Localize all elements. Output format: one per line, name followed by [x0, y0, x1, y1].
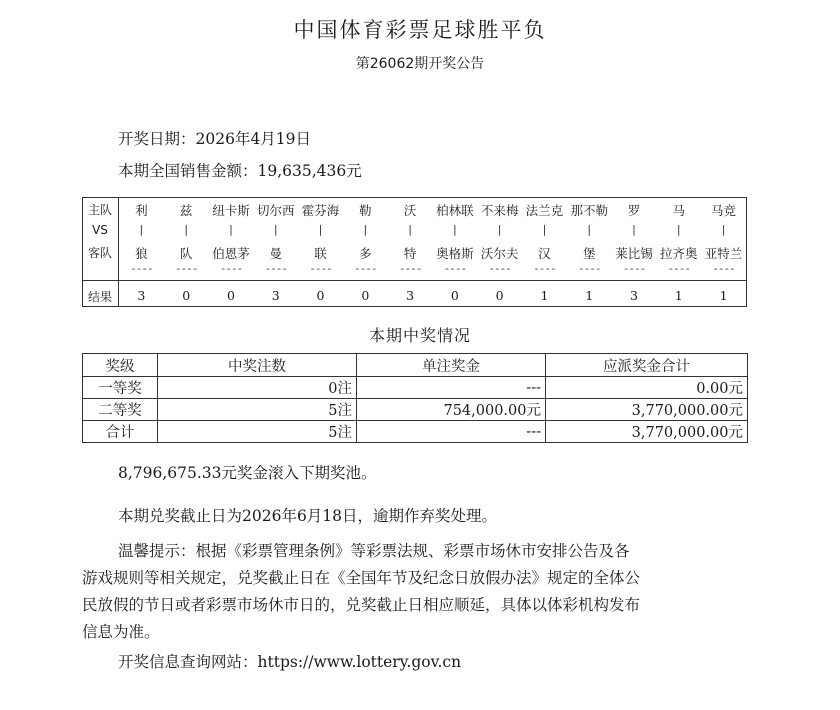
- vs-mark: |: [184, 223, 189, 236]
- match-result: 0: [316, 288, 325, 303]
- match-result: 0: [495, 288, 504, 303]
- count-cell: 5注: [158, 399, 357, 421]
- col-count: 中奖注数: [158, 354, 357, 377]
- vs-mark: |: [363, 223, 368, 236]
- separator-dash: ----: [443, 262, 467, 275]
- away-team: 伯恩茅: [212, 246, 250, 261]
- away-label: 客队: [87, 246, 112, 260]
- separator-dash: ----: [309, 262, 332, 275]
- count-cell: 0注: [158, 377, 357, 399]
- match-column: [343, 198, 388, 306]
- sales-amount: 本期全国销售金额：19,635,436元: [118, 162, 362, 180]
- home-team: 马: [672, 203, 686, 218]
- away-team: 汉: [538, 246, 551, 261]
- away-team: 狼: [135, 246, 148, 261]
- away-team: 亚特兰: [704, 246, 743, 261]
- home-team: 柏林联: [436, 203, 474, 218]
- col-total: 应派奖金合计: [546, 354, 748, 377]
- tip-line: 民放假的节日或者彩票市场休市日的，兑奖截止日相应顺延，具体以体彩机构发布: [82, 596, 641, 614]
- unit-cell: ---: [357, 421, 546, 443]
- match-result: 1: [540, 288, 549, 303]
- match-column: [612, 198, 657, 306]
- away-team: 奥格斯: [436, 246, 474, 261]
- match-row-labels: [83, 198, 119, 306]
- result-label: 结果: [87, 290, 112, 304]
- away-team: 拉齐奥: [660, 246, 698, 261]
- vs-mark: |: [676, 223, 681, 236]
- total-cell: 0.00元: [546, 377, 748, 399]
- separator-dash: ----: [219, 262, 243, 275]
- table-row: [83, 399, 748, 421]
- issue-subtitle: 第26062期开奖公告: [355, 56, 485, 72]
- count-cell: 5注: [158, 421, 357, 443]
- match-column: [119, 198, 164, 306]
- away-team: 曼: [269, 246, 282, 261]
- away-team: 沃尔夫: [480, 246, 519, 261]
- separator-dash: ----: [577, 262, 601, 275]
- home-team: 利: [135, 203, 148, 218]
- home-team: 法兰克: [525, 203, 564, 218]
- separator-dash: ----: [264, 262, 287, 275]
- away-team: 多: [359, 246, 372, 261]
- away-team: 莱比锡: [615, 246, 653, 261]
- level-cell: 合计: [83, 421, 158, 443]
- lottery-site-link[interactable]: 开奖信息查询网站：https://www.lottery.gov.cn: [118, 653, 462, 671]
- match-result: 3: [271, 288, 280, 303]
- match-column: [209, 198, 254, 306]
- draw-date: 开奖日期：2026年4月19日: [118, 130, 312, 148]
- match-columns: [119, 198, 746, 306]
- match-result: 1: [719, 288, 728, 303]
- match-column: [253, 198, 298, 306]
- home-team: 霍芬海: [301, 203, 340, 218]
- away-team: 特: [403, 246, 417, 261]
- vs-mark: |: [318, 223, 323, 236]
- col-level: 奖级: [83, 354, 158, 377]
- match-result: 3: [630, 288, 638, 303]
- separator-dash: ----: [533, 262, 556, 275]
- home-team: 勒: [359, 203, 372, 218]
- match-table: [82, 197, 747, 307]
- vs-mark: |: [632, 223, 636, 236]
- match-column: [656, 198, 701, 306]
- separator-dash: ----: [130, 262, 153, 275]
- match-result: 0: [182, 288, 191, 303]
- rollover-note: 8,796,675.33元奖金滚入下期奖池。: [118, 464, 377, 482]
- total-cell: 3,770,000.00元: [546, 421, 748, 443]
- prize-table: [82, 353, 748, 443]
- home-team: 马竞: [711, 203, 737, 218]
- home-team: 那不勒: [570, 203, 608, 218]
- away-team: 堡: [582, 246, 596, 261]
- separator-dash: ----: [488, 262, 511, 275]
- prize-heading: 本期中奖情况: [368, 326, 471, 345]
- vs-mark: |: [721, 223, 726, 236]
- home-team: 罗: [627, 203, 641, 218]
- match-result: 0: [450, 288, 459, 303]
- table-row: [83, 377, 748, 399]
- match-column: [164, 198, 209, 306]
- separator-dash: ----: [354, 262, 377, 275]
- tip-line: 信息为准。: [82, 623, 160, 641]
- home-label: 主队: [87, 203, 112, 217]
- separator-dash: ----: [622, 262, 646, 275]
- vs-mark: |: [497, 223, 502, 236]
- match-result: 1: [674, 288, 683, 303]
- away-team: 队: [179, 246, 193, 261]
- vs-mark: |: [273, 223, 278, 236]
- match-column: [432, 198, 477, 306]
- match-column: [567, 198, 612, 306]
- home-team: 不来梅: [480, 203, 519, 218]
- separator-dash: ----: [174, 262, 198, 275]
- col-unit: 单注奖金: [357, 354, 546, 377]
- match-result: 0: [361, 288, 370, 303]
- vs-mark: |: [229, 223, 233, 236]
- match-column: [388, 198, 433, 306]
- unit-cell: ---: [357, 377, 546, 399]
- home-team: 兹: [179, 203, 193, 218]
- match-column: [477, 198, 522, 306]
- tip-line: 游戏规则等相关规定，兑奖截止日在《全国年节及纪念日放假办法》规定的全体公: [82, 569, 641, 587]
- unit-cell: 754,000.00元: [357, 399, 546, 421]
- level-cell: 二等奖: [83, 399, 158, 421]
- vs-mark: |: [453, 223, 457, 236]
- table-row: [83, 421, 748, 443]
- tip-paragraph: [82, 538, 762, 646]
- vs-mark: |: [542, 223, 547, 236]
- match-result: 0: [226, 288, 235, 303]
- vs-mark: |: [587, 223, 592, 236]
- prize-header-row: [83, 354, 748, 377]
- home-team: 切尔西: [256, 203, 295, 218]
- vs-label: VS: [92, 223, 108, 237]
- match-result: 1: [585, 288, 594, 303]
- match-result: 3: [406, 288, 415, 303]
- match-column: [522, 198, 567, 306]
- home-team: 纽卡斯: [212, 203, 250, 218]
- total-cell: 3,770,000.00元: [546, 399, 748, 421]
- match-column: [298, 198, 343, 306]
- deadline-note: 本期兑奖截止日为2026年6月18日，逾期作弃奖处理。: [118, 507, 498, 525]
- match-result: 3: [137, 288, 146, 303]
- vs-mark: |: [408, 223, 412, 236]
- home-team: 沃: [403, 203, 417, 218]
- separator-dash: ----: [667, 262, 691, 275]
- match-column: [701, 198, 746, 306]
- away-team: 联: [314, 246, 327, 261]
- separator-dash: ----: [398, 262, 422, 275]
- level-cell: 一等奖: [83, 377, 158, 399]
- vs-mark: |: [139, 223, 144, 236]
- tip-line: 温馨提示：根据《彩票管理条例》等彩票法规、彩票市场休市安排公告及各: [118, 542, 630, 560]
- separator-dash: ----: [712, 262, 735, 275]
- page-title: 中国体育彩票足球胜平负: [293, 18, 547, 42]
